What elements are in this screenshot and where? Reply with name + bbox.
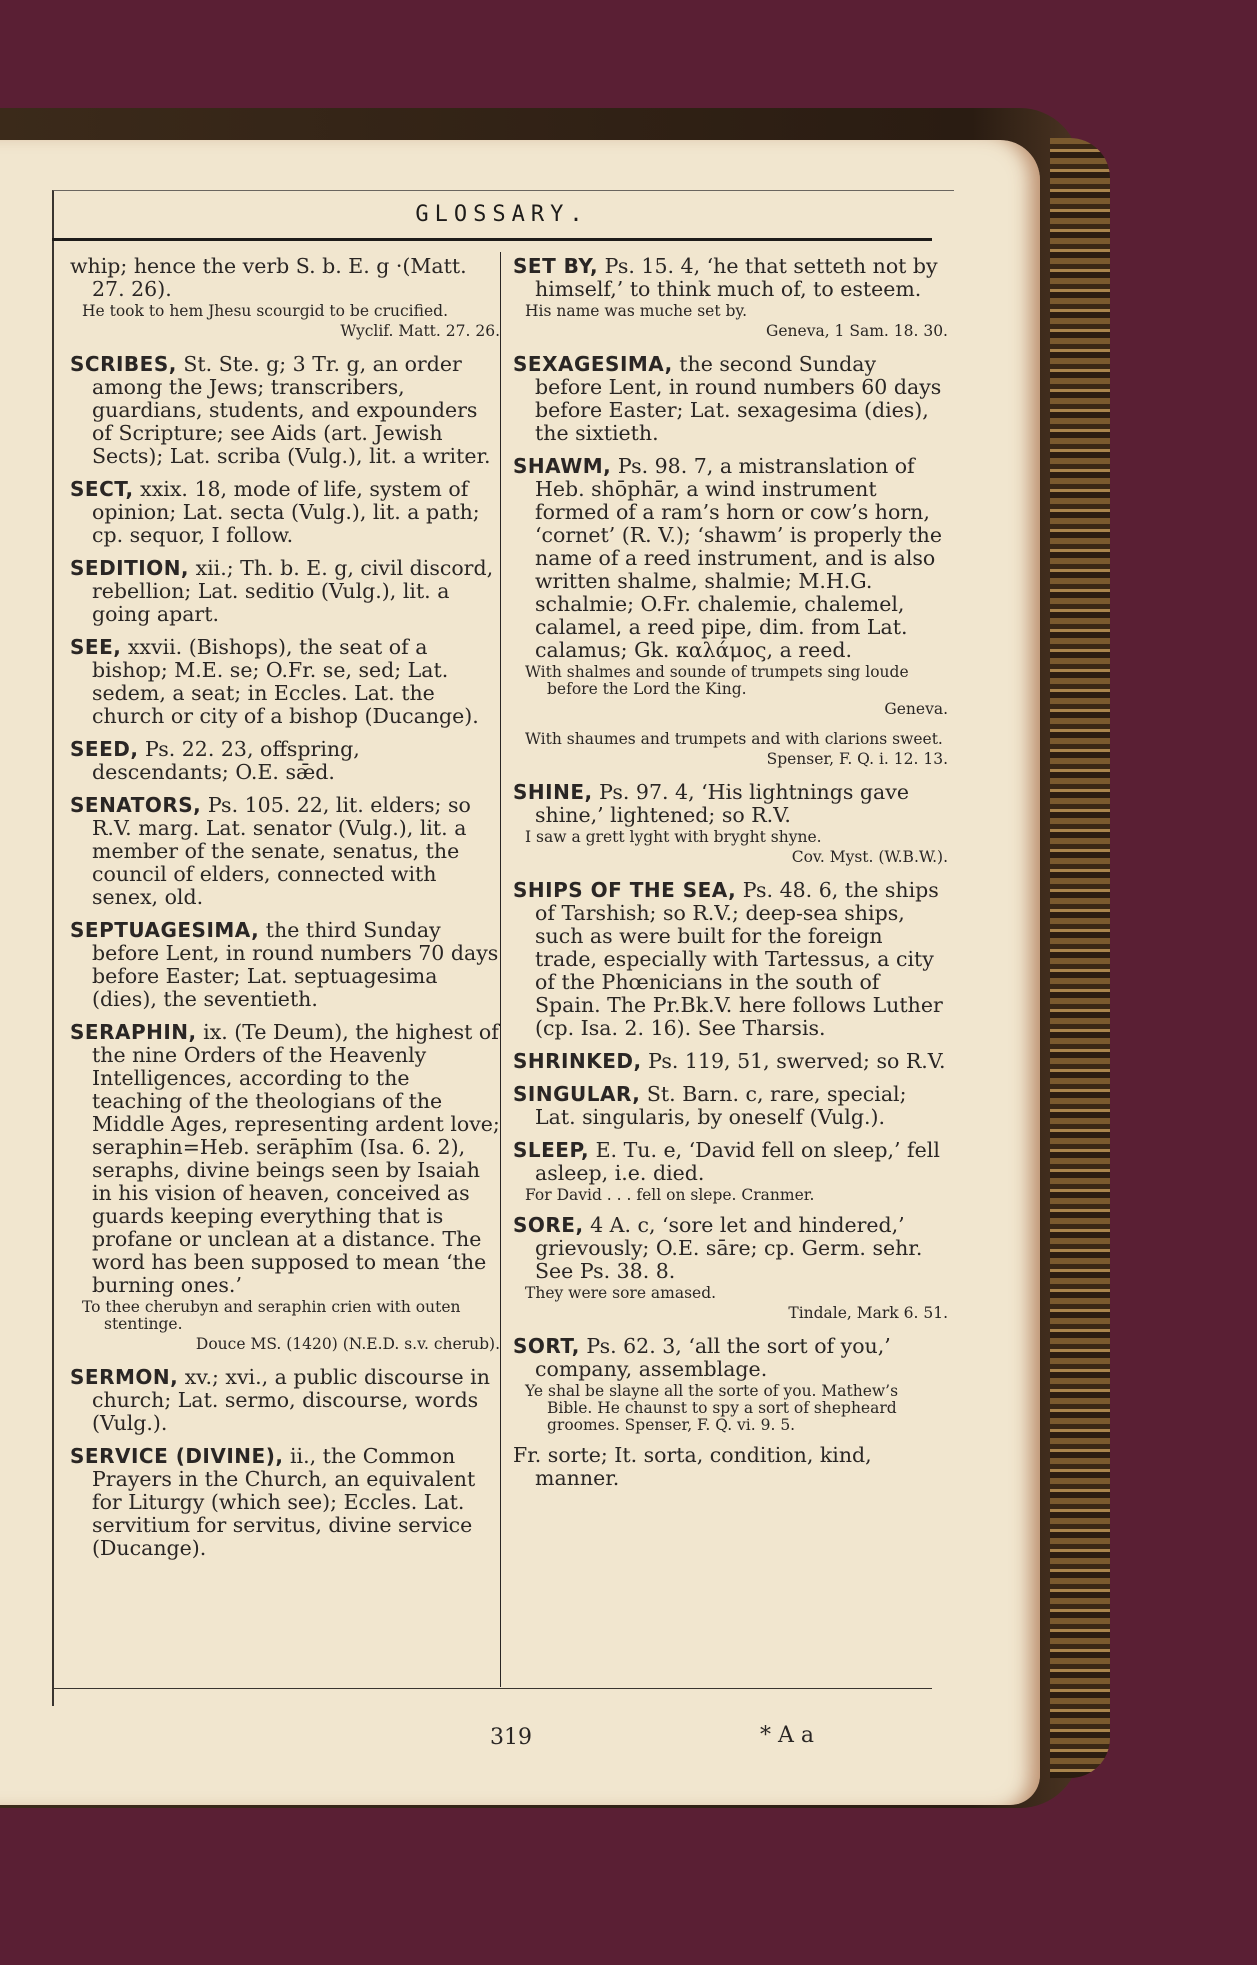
headword: SECT, xyxy=(70,477,134,501)
citation-quote: They were sore amased. xyxy=(525,1284,717,1302)
definition: the third Sunday before Lent, in round numbers 70 days before Easter; Lat. septuagesima (dies), the seventieth. xyxy=(92,918,499,1011)
headword: SINGULAR, xyxy=(513,1082,641,1106)
printer-signature: * A a xyxy=(760,1723,814,1748)
citation-quote: Ye shal be slayne all the sorte of you. Mathew’s Bible. He chaunst to spy a sort of shepheard groomes. Spenser, F. Q. vi. 9. 5. xyxy=(525,1382,899,1434)
headword: SORE, xyxy=(513,1213,584,1237)
citation-quote: With shalmes and sounde of trumpets sing loude before the Lord the King. xyxy=(525,663,909,698)
citation-source: Cov. Myst. (W.B.W.). xyxy=(791,848,948,866)
header-rule xyxy=(52,238,932,241)
definition: Ps. 105. 22, lit. elders; so R.V. marg. Lat. senator (Vulg.), lit. a member of the senate, senatus, the council of elders, connected with senex, old. xyxy=(92,793,471,909)
headword: SEE, xyxy=(70,635,122,659)
glossary-entry xyxy=(70,1445,500,1560)
citation-quote: I saw a grett lyght with bryght shyne. xyxy=(525,828,822,846)
glossary-entry xyxy=(70,353,500,468)
headword: SEDITION, xyxy=(70,556,190,580)
definition: E. Tu. e, ‘David fell on sleep,’ fell asleep, i.e. died. xyxy=(535,1138,940,1185)
citation-source: Geneva. xyxy=(884,700,948,718)
glossary-entry xyxy=(513,1083,948,1129)
page-number: 319 xyxy=(490,1725,532,1750)
running-head: GLOSSARY. xyxy=(415,202,589,227)
headword: SHINE, xyxy=(513,780,593,804)
definition: 4 A. c, ‘sore let and hindered,’ grievously; O.E. sāre; cp. Germ. sehr. See Ps. 38. 8. xyxy=(535,1213,923,1283)
definition: St. Ste. g; 3 Tr. g, an order among the Jews; transcribers, guardians, students, and expounders of Scripture; see Aids (art. Jewish Sects); Lat. scriba (Vulg.), lit. a writer. xyxy=(92,352,491,468)
citation-source: Geneva, 1 Sam. 18. 30. xyxy=(766,322,948,340)
glossary-entry xyxy=(513,879,948,1040)
glossary-entry xyxy=(70,255,500,343)
definition: St. Barn. c, rare, special; Lat. singularis, by oneself (Vulg.). xyxy=(535,1082,907,1129)
glossary-entry xyxy=(70,738,500,784)
right-column xyxy=(513,255,948,1500)
headword: SHRINKED, xyxy=(513,1049,642,1073)
definition: Ps. 97. 4, ‘His lightnings gave shine,’ lightened; so R.V. xyxy=(535,780,909,827)
headword: SHIPS OF THE SEA, xyxy=(513,878,737,902)
definition: xxvii. (Bishops), the seat of a bishop; M.E. se; O.Fr. se, sed; Lat. sedem, a seat; in Eccles. Lat. the church or city of a bishop (Ducange). xyxy=(92,635,479,728)
citation-quote: He took to hem Jhesu scourgid to be crucified. xyxy=(82,302,448,320)
headword: SEED, xyxy=(70,737,139,761)
glossary-entry xyxy=(70,1366,500,1435)
glossary-entry xyxy=(513,255,948,343)
headword: SORT, xyxy=(513,1334,580,1358)
headword: SEXAGESIMA, xyxy=(513,352,673,376)
glossary-entry xyxy=(70,636,500,728)
glossary-entry xyxy=(513,1050,948,1073)
definition: Fr. sorte; It. sorta, condition, kind, manner. xyxy=(513,1443,872,1490)
definition: Ps. 15. 4, ‘he that setteth not by himself,’ to think much of, to esteem. xyxy=(535,254,938,301)
citation-source: Wyclif. Matt. 27. 26. xyxy=(340,322,500,340)
citation-source: Douce MS. (1420) (N.E.D. s.v. cherub). xyxy=(195,1335,500,1353)
glossary-entry xyxy=(513,1214,948,1325)
glossary-entry xyxy=(70,794,500,909)
glossary-entry xyxy=(513,781,948,869)
citation-quote: To thee cherubyn and seraphin crien with outen stentinge. xyxy=(82,1298,461,1333)
glossary-entry xyxy=(70,478,500,547)
definition: whip; hence the verb S. b. E. g ·(Matt. 27. 26). xyxy=(70,254,467,301)
citation-source: Spenser, F. Q. i. 12. 13. xyxy=(766,750,948,768)
definition: Ps. 62. 3, ‘all the sort of you,’ company, assemblage. xyxy=(535,1334,891,1381)
headword: SEPTUAGESIMA, xyxy=(70,918,260,942)
glossary-entry xyxy=(513,1139,948,1204)
definition: the second Sunday before Lent, in round numbers 60 days before Easter; Lat. sexagesima (dies), the sixtieth. xyxy=(535,352,942,445)
definition: xii.; Th. b. E. g, civil discord, rebellion; Lat. seditio (Vulg.), lit. a going apart. xyxy=(92,556,494,626)
definition: Ps. 22. 23, offspring, descendants; O.E. sǣd. xyxy=(92,737,360,784)
column-divider xyxy=(500,252,501,1687)
headword: SLEEP, xyxy=(513,1138,590,1162)
definition: xv.; xvi., a public discourse in church; Lat. sermo, discourse, words (Vulg.). xyxy=(92,1365,490,1435)
headword: SENATORS, xyxy=(70,793,202,817)
glossary-entry xyxy=(70,557,500,626)
citation-quote: His name was muche set by. xyxy=(525,302,748,320)
headword: SERAPHIN, xyxy=(70,1020,197,1044)
definition: Ps. 119, 51, swerved; so R.V. xyxy=(648,1049,946,1073)
headword: SET BY, xyxy=(513,254,599,278)
definition: ix. (Te Deum), the highest of the nine Orders of the Heavenly Intelligences, according to the teaching of the theologians of the Middle Ages, representing ardent love; seraphin=Heb. serāphīm (Isa. 6. 2), seraphs, divine beings seen by Isaiah in his vision of heaven, conceived as guards keeping everything that is profane or unclean at a distance. The word has been supposed to mean ‘the burning ones.’ xyxy=(92,1020,500,1297)
left-column xyxy=(70,255,500,1570)
headword: SERVICE (DIVINE), xyxy=(70,1444,284,1468)
footer-rule-inner xyxy=(52,1688,932,1689)
glossary-entry xyxy=(513,1444,948,1490)
glossary-entry xyxy=(513,353,948,445)
definition: xxix. 18, mode of life, system of opinion; Lat. secta (Vulg.), lit. a path; cp. sequor, I follow. xyxy=(92,477,480,547)
glossary-entry xyxy=(70,1021,500,1356)
book-page xyxy=(0,140,1040,1805)
glossary-entry xyxy=(513,455,948,721)
definition: ii., the Common Prayers in the Church, an equivalent for Liturgy (which see); Eccles. Lat. servitium for servitus, divine service (Ducange). xyxy=(92,1444,476,1560)
glossary-entry xyxy=(513,731,948,771)
headword: SERMON, xyxy=(70,1365,179,1389)
definition: Ps. 48. 6, the ships of Tarshish; so R.V.; deep-sea ships, such as were built for the foreign trade, especially with Tartessus, a city of the Phœnicians in the south of Spain. The Pr.Bk.V. here follows Luther (cp. Isa. 2. 16). See Tharsis. xyxy=(535,878,943,1040)
citation-quote: For David . . . fell on slepe. Cranmer. xyxy=(525,1186,815,1204)
citation-source: Tindale, Mark 6. 51. xyxy=(788,1304,948,1322)
definition: Ps. 98. 7, a mistranslation of Heb. shōphār, a wind instrument formed of a ram’s horn or cow’s horn, ‘cornet’ (R. V.); ‘shawm’ is properly the name of a reed instrument, and is also written shalme, shalmie; M.H.G. schalmie; O.Fr. chalemie, chalemel, calamel, a reed pipe, dim. from Lat. calamus; Gk. καλάμος, a reed. xyxy=(535,454,942,662)
headword: SCRIBES, xyxy=(70,352,177,376)
glossary-entry xyxy=(70,919,500,1011)
headword: SHAWM, xyxy=(513,454,612,478)
citation-quote: With shaumes and trumpets and with clarions sweet. xyxy=(525,730,943,748)
glossary-entry xyxy=(513,1335,948,1434)
gilt-page-edge xyxy=(1050,138,1110,1778)
